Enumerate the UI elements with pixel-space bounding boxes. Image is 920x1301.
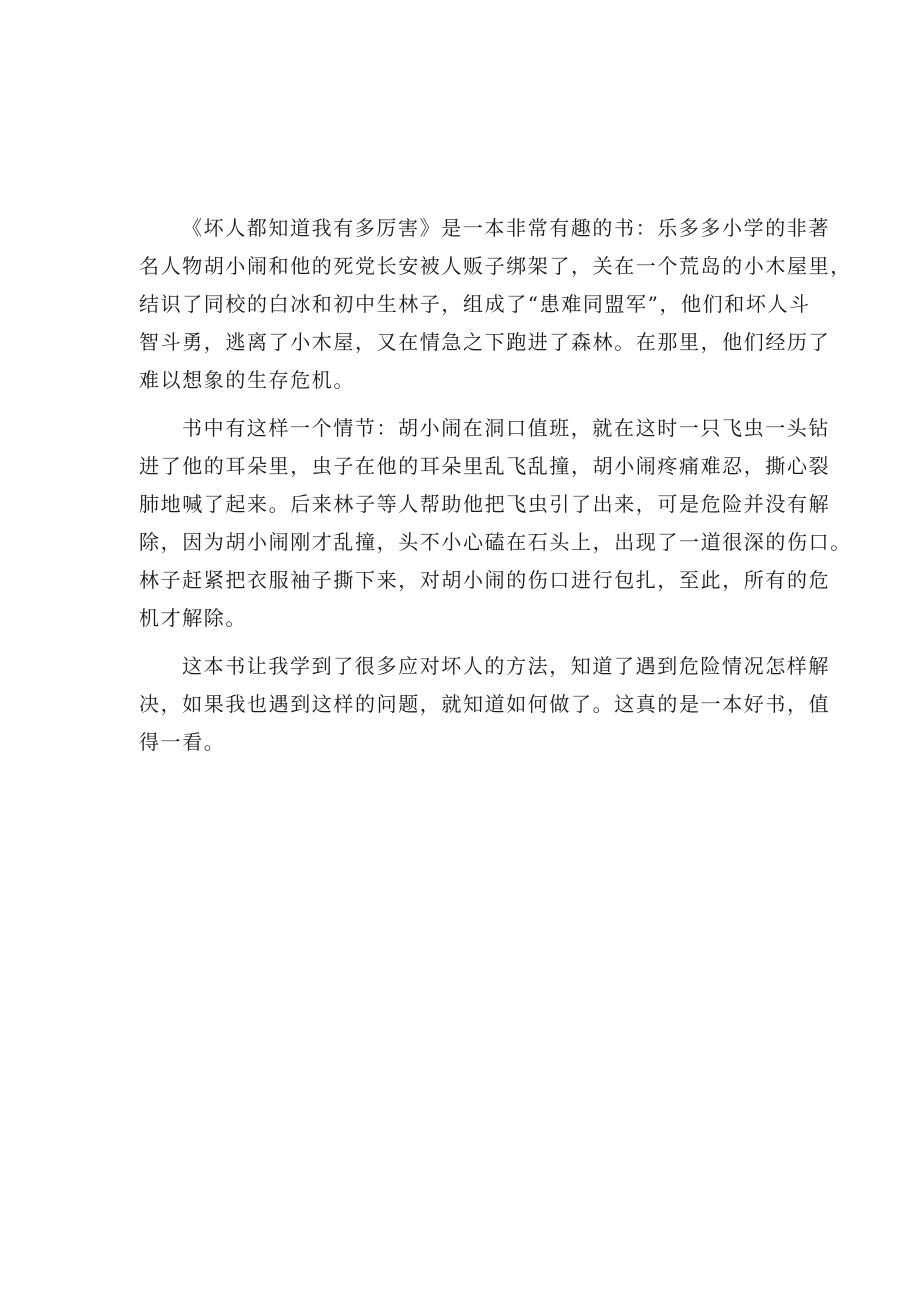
paragraph-line: 智斗勇，逃离了小木屋，又在情急之下跑进了森林。在那里，他们经历了 xyxy=(139,330,831,354)
paragraph-line: 结识了同校的白冰和初中生林子，组成了“患难同盟军”，他们和坏人斗 xyxy=(139,292,811,316)
paragraph-line: 机才解除。 xyxy=(139,606,247,630)
paragraph-line: 《坏人都知道我有多厉害》是一本非常有趣的书：乐多多小学的非著 xyxy=(182,216,830,240)
paragraph-3 xyxy=(139,647,831,761)
paragraph-line: 林子赶紧把衣服袖子撕下来，对胡小闹的伤口进行包扎，至此，所有的危 xyxy=(139,568,831,592)
paragraph-line: 决，如果我也遇到这样的问题，就知道如何做了。这真的是一本好书，值 xyxy=(139,692,831,716)
paragraph-line: 书中有这样一个情节：胡小闹在洞口值班，就在这时一只飞虫一头钻 xyxy=(182,416,830,440)
paragraph-1 xyxy=(139,209,852,399)
paragraph-line: 这本书让我学到了很多应对坏人的方法，知道了遇到危险情况怎样解 xyxy=(182,654,830,678)
paragraph-line: 肺地喊了起来。后来林子等人帮助他把飞虫引了出来，可是危险并没有解 xyxy=(139,492,831,516)
paragraph-line: 名人物胡小闹和他的死党长安被人贩子绑架了，关在一个荒岛的小木屋里， xyxy=(139,254,852,278)
paragraph-2 xyxy=(139,409,852,637)
document-body xyxy=(139,209,852,771)
paragraph-line: 进了他的耳朵里，虫子在他的耳朵里乱飞乱撞，胡小闹疼痛难忍，撕心裂 xyxy=(139,454,831,478)
paragraph-line: 除，因为胡小闹刚才乱撞，头不小心磕在石头上，出现了一道很深的伤口。 xyxy=(139,530,852,554)
paragraph-line: 得一看。 xyxy=(139,730,226,754)
paragraph-line: 难以想象的生存危机。 xyxy=(139,368,355,392)
